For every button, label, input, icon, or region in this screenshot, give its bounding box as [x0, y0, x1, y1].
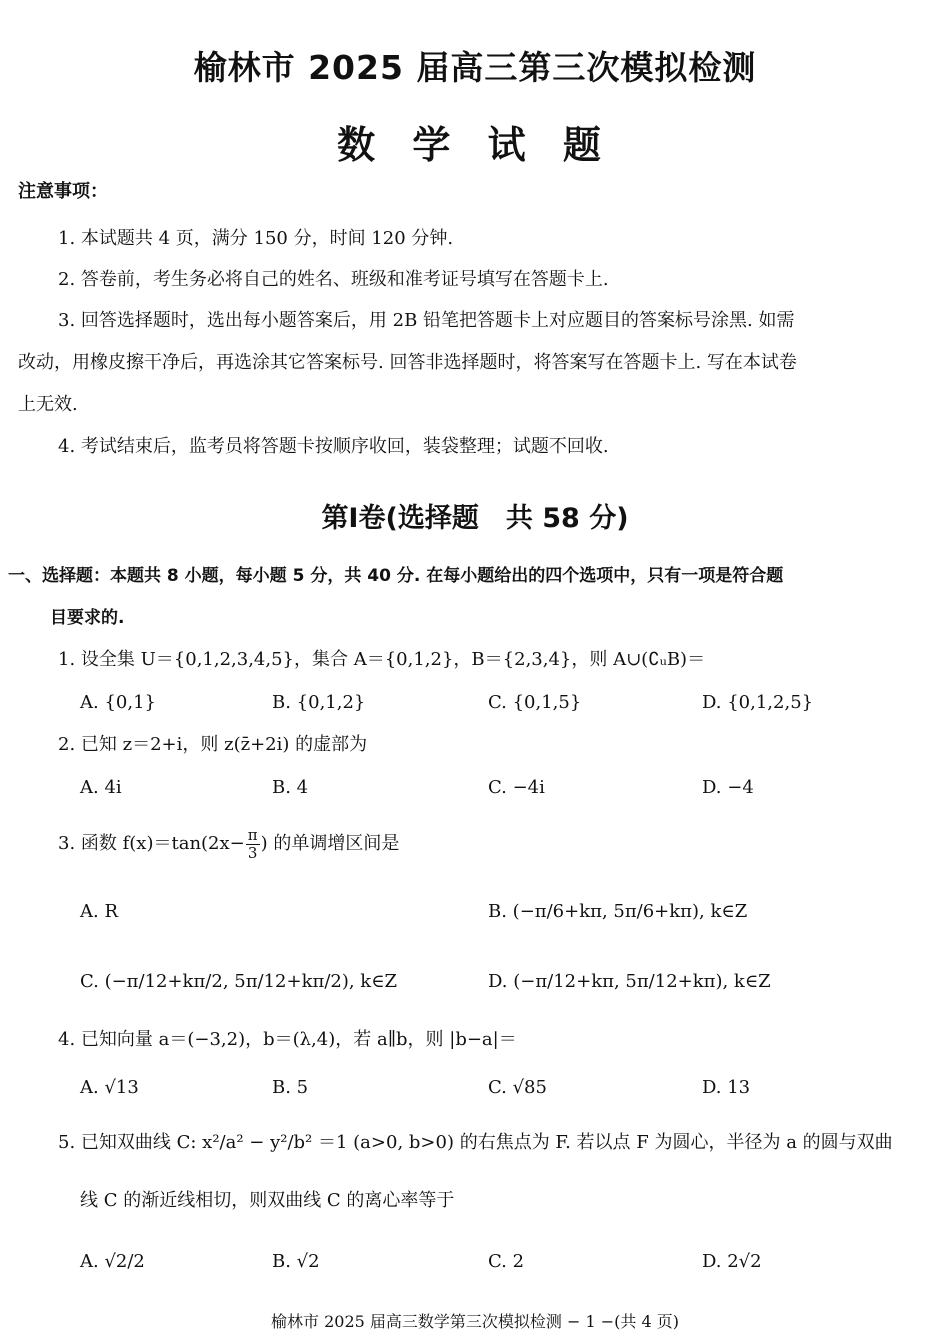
question-3-option-b: B. (−π/6+kπ, 5π/6+kπ), k∈Z — [488, 901, 748, 922]
notice-heading: 注意事项： — [18, 181, 108, 202]
exam-title: 榆林市 2025 届高三第三次模拟检测 — [193, 48, 757, 87]
question-2-option-c: C. −4i — [488, 777, 545, 798]
question-5-option-b: B. √2 — [272, 1251, 320, 1272]
section-title: 第Ⅰ卷(选择题 共 58 分) — [321, 503, 629, 534]
notice-item-3: 3. 回答选择题时，选出每小题答案后，用 2B 铅笔把答题卡上对应题目的答案标号涂黑. 如需 — [58, 310, 795, 331]
fraction-numerator: π — [247, 825, 258, 844]
pi-over-3-fraction — [246, 827, 260, 862]
notice-item-3-end: 上无效. — [18, 394, 78, 415]
question-1-option-b: B. {0,1,2} — [272, 692, 366, 713]
question-3-option-a: A. R — [80, 901, 118, 922]
question-4-option-d: D. 13 — [702, 1077, 751, 1098]
question-2-option-b: B. 4 — [272, 777, 309, 798]
question-3-stem — [58, 826, 399, 862]
part-instructions: 一、选择题：本题共 8 小题，每小题 5 分，共 40 分. 在每小题给出的四个选项中，只有一项是符合题 — [8, 566, 784, 586]
exam-subtitle: 数 学 试 题 — [337, 123, 613, 167]
notice-item-1: 1. 本试题共 4 页，满分 150 分，时间 120 分钟. — [58, 228, 454, 249]
fraction-denominator: 3 — [247, 843, 258, 862]
question-5-option-c: C. 2 — [488, 1251, 525, 1272]
part-instructions-cont: 目要求的. — [50, 608, 125, 628]
question-3-stem-pre: 3. 函数 f(x)＝tan(2x− — [58, 833, 245, 854]
question-2-option-a: A. 4i — [80, 777, 122, 798]
question-1-option-a: A. {0,1} — [80, 692, 156, 713]
question-1-stem: 1. 设全集 U＝{0,1,2,3,4,5}，集合 A＝{0,1,2}，B＝{2,3,4}，则 A∪(∁ᵤB)＝ — [58, 649, 706, 670]
question-5-option-d: D. 2√2 — [702, 1251, 762, 1272]
question-5-option-a: A. √2/2 — [80, 1251, 145, 1272]
page-footer: 榆林市 2025 届高三数学第三次模拟检测 − 1 −(共 4 页) — [271, 1312, 679, 1331]
question-2-option-d: D. −4 — [702, 777, 754, 798]
notice-item-2: 2. 答卷前，考生务必将自己的姓名、班级和准考证号填写在答题卡上. — [58, 269, 609, 290]
question-3-option-c: C. (−π/12+kπ/2, 5π/12+kπ/2), k∈Z — [80, 971, 398, 992]
question-3-stem-post: ) 的单调增区间是 — [260, 833, 400, 854]
question-4-option-a: A. √13 — [80, 1077, 139, 1098]
question-1-option-d: D. {0,1,2,5} — [702, 692, 814, 713]
notice-item-4: 4. 考试结束后，监考员将答题卡按顺序收回，装袋整理；试题不回收. — [58, 436, 609, 457]
question-5-stem-cont: 线 C 的渐近线相切，则双曲线 C 的离心率等于 — [80, 1190, 455, 1211]
question-3-option-d: D. (−π/12+kπ, 5π/12+kπ), k∈Z — [488, 971, 771, 992]
question-2-stem: 2. 已知 z＝2+i，则 z(z̄+2i) 的虚部为 — [58, 734, 368, 755]
question-4-option-c: C. √85 — [488, 1077, 547, 1098]
question-4-option-b: B. 5 — [272, 1077, 309, 1098]
question-4-stem: 4. 已知向量 a＝(−3,2)，b＝(λ,4)，若 a∥b，则 |b−a|＝ — [58, 1029, 517, 1050]
question-1-option-c: C. {0,1,5} — [488, 692, 582, 713]
notice-item-3-cont: 改动，用橡皮擦干净后，再选涂其它答案标号. 回答非选择题时，将答案写在答题卡上. 写在本试卷 — [18, 352, 797, 373]
question-5-stem: 5. 已知双曲线 C: x²/a² − y²/b² ＝1 (a>0, b>0) 的右焦点为 F. 若以点 F 为圆心，半径为 a 的圆与双曲 — [58, 1132, 893, 1153]
